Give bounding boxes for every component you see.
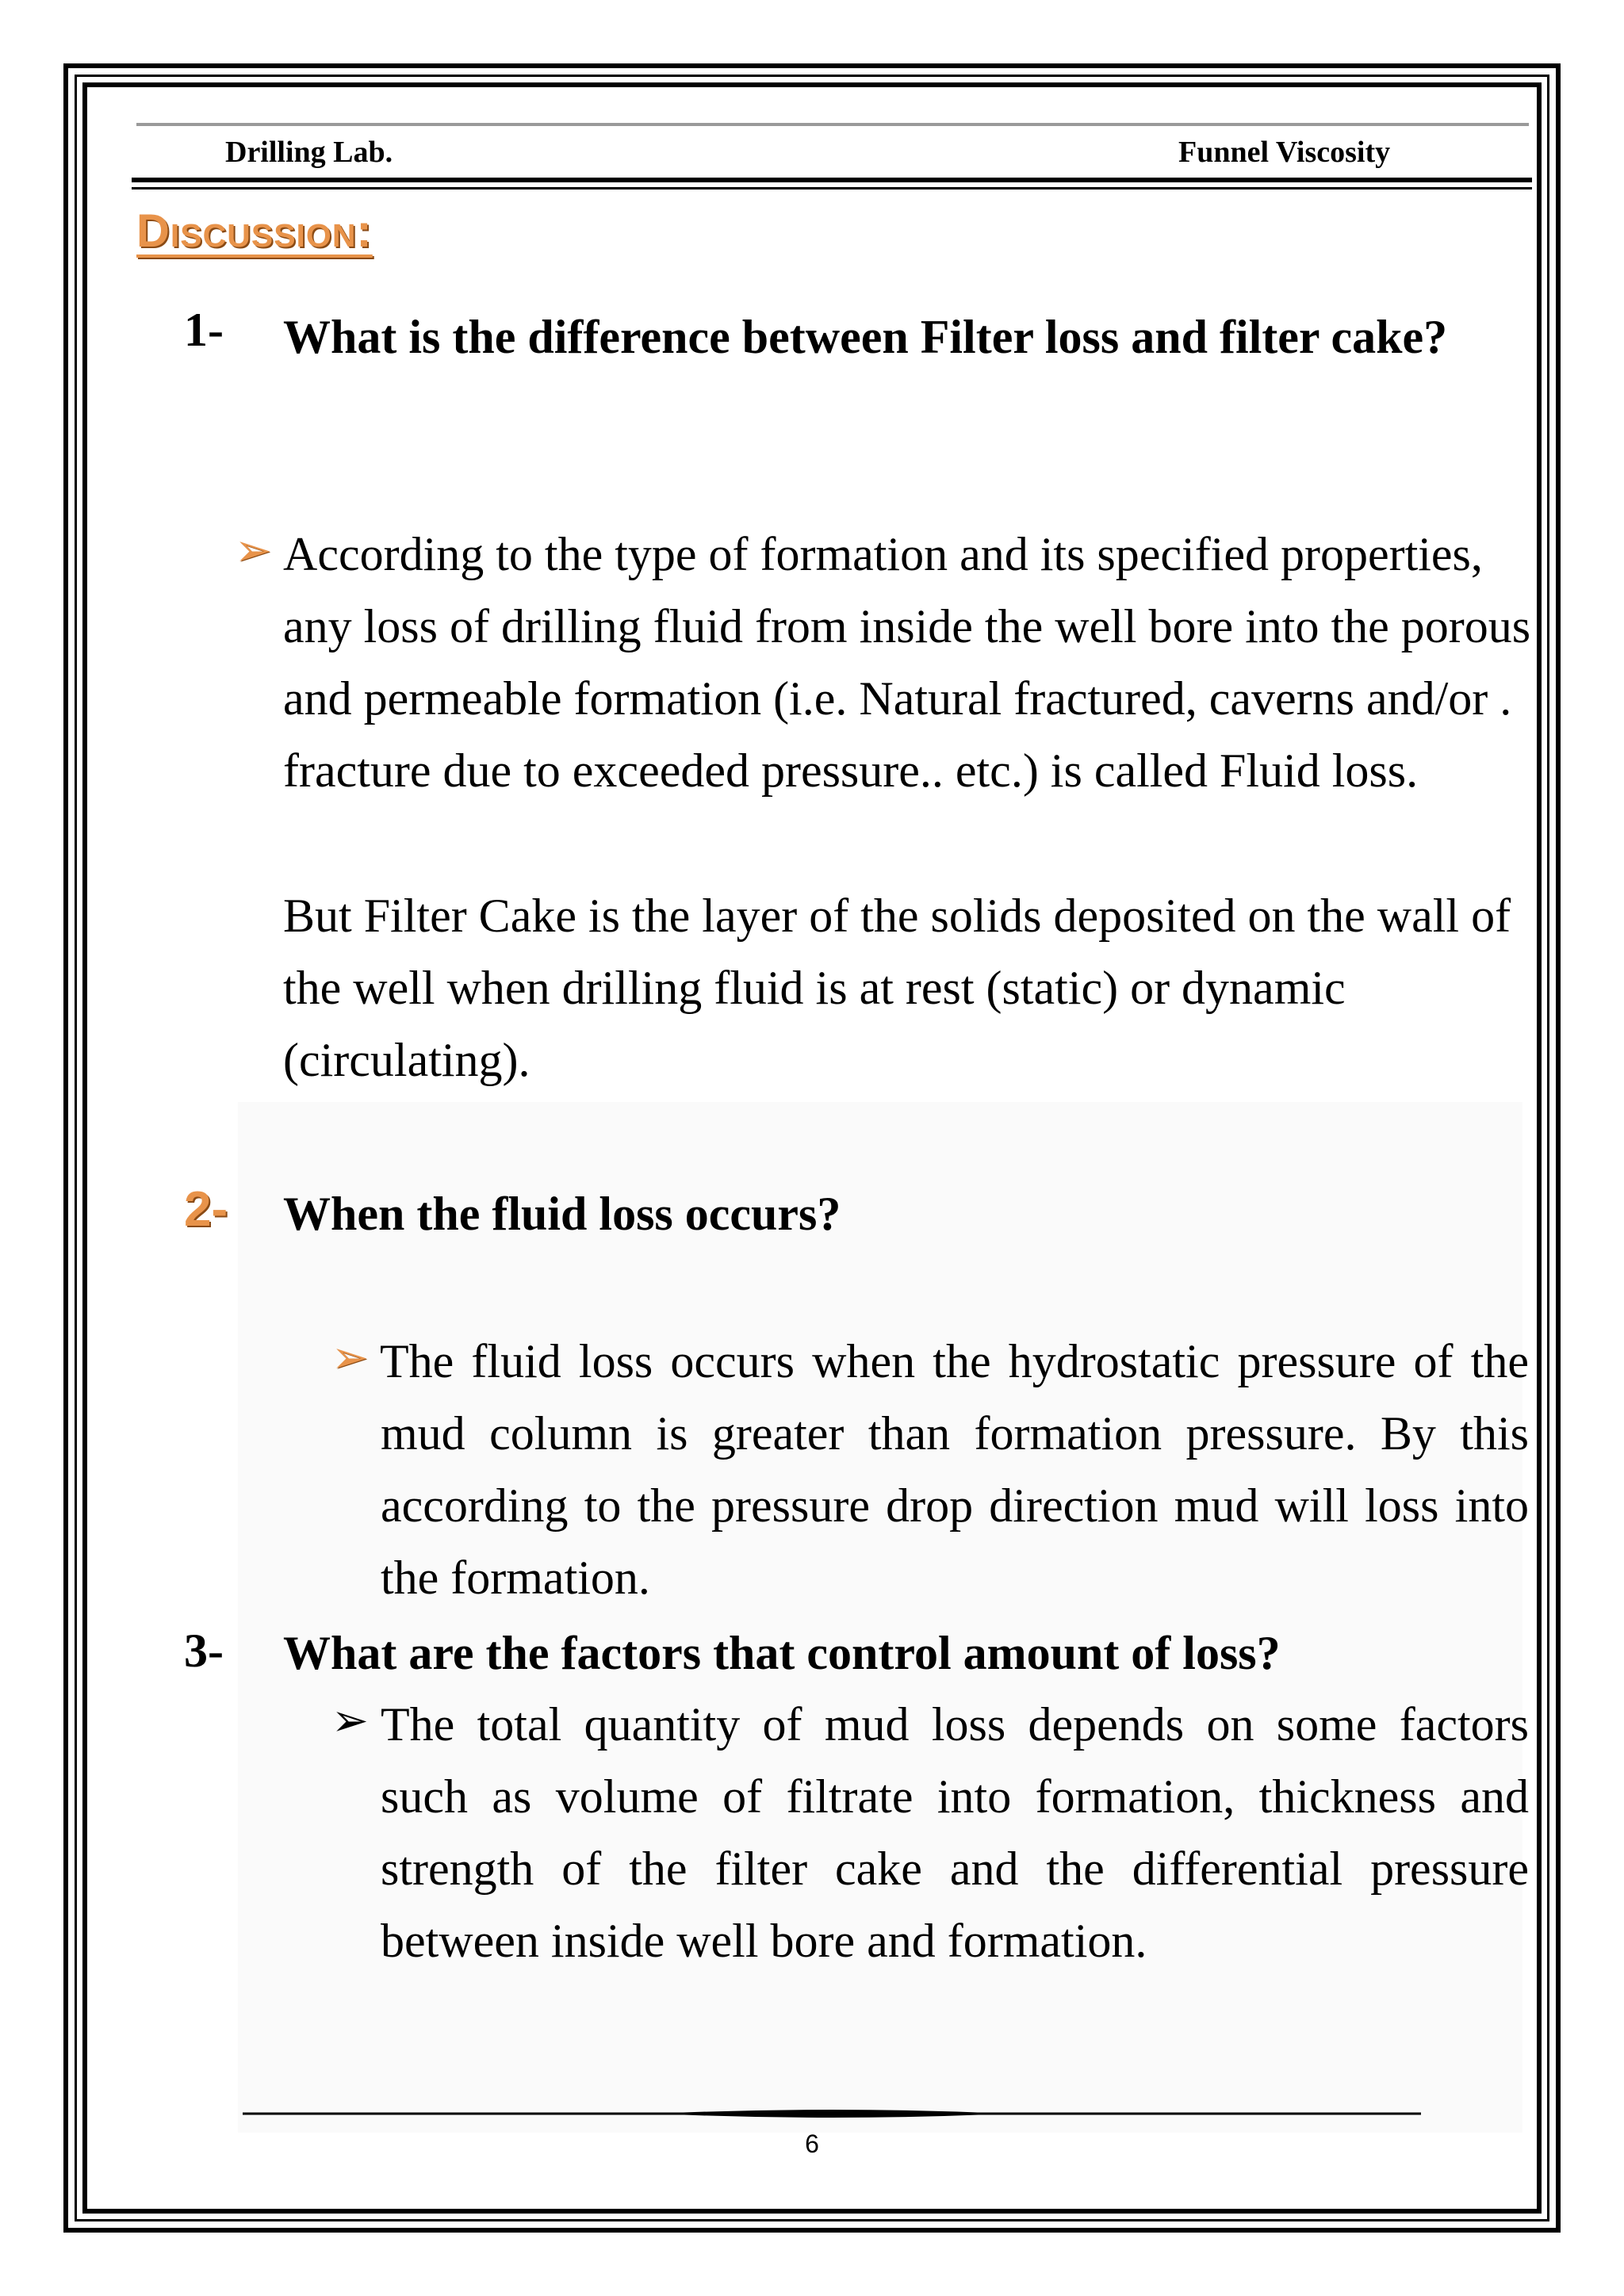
answer-1-text-continued: But Filter Cake is the layer of the solids deposited on the wall of the well when drilling fluid is at rest (static) or dynamic (circulating). bbox=[283, 890, 1511, 1086]
arrowhead-bullet-icon: ➢ bbox=[331, 1332, 369, 1383]
answer-2-text-content: The fluid loss occurs when the hydrostatic pressure of the mud column is greater than formation pressure. By this according to the pressure drop direction mud will loss into the formation. bbox=[380, 1335, 1529, 1604]
header-top-rule bbox=[136, 123, 1529, 126]
question-3-number: 3- bbox=[184, 1624, 224, 1677]
answer-2-text bbox=[381, 1326, 1529, 1614]
answer-1-text: According to the type of formation and its specified properties, any loss of drilling fluid from inside the well bore into the porous and permeable formation (i.e. Natural fractured, caverns and/or . fracture due to exceeded pressure.. etc.) is called Fluid loss. bbox=[283, 528, 1531, 797]
question-1-text: What is the difference between Filter loss and filter cake? bbox=[283, 311, 1448, 363]
question-2-number: 2- bbox=[184, 1182, 228, 1237]
arrowhead-bullet-icon: ➢ bbox=[331, 1695, 369, 1747]
question-2-text: When the fluid loss occurs? bbox=[283, 1188, 841, 1240]
answer-3-text: The total quantity of mud loss depends on some factors such as volume of filtrate into formation, thickness and strength of the filter cake and the differential pressure between inside well bore and formation. bbox=[381, 1698, 1529, 1967]
header-bottom-rule-thin bbox=[132, 187, 1532, 189]
question-1-number: 1- bbox=[184, 304, 224, 356]
section-title: Discussion: bbox=[136, 205, 373, 257]
page-number: 6 bbox=[805, 2130, 819, 2158]
footer-decorative-rule bbox=[243, 2104, 1421, 2123]
header-right-text: Funnel Viscosity bbox=[1178, 136, 1391, 169]
header-bottom-rule-thick bbox=[132, 178, 1532, 182]
question-3-text: What are the factors that control amount of loss? bbox=[283, 1627, 1281, 1679]
header-left-text: Drilling Lab. bbox=[225, 136, 393, 169]
arrowhead-bullet-icon: ➢ bbox=[235, 525, 272, 576]
